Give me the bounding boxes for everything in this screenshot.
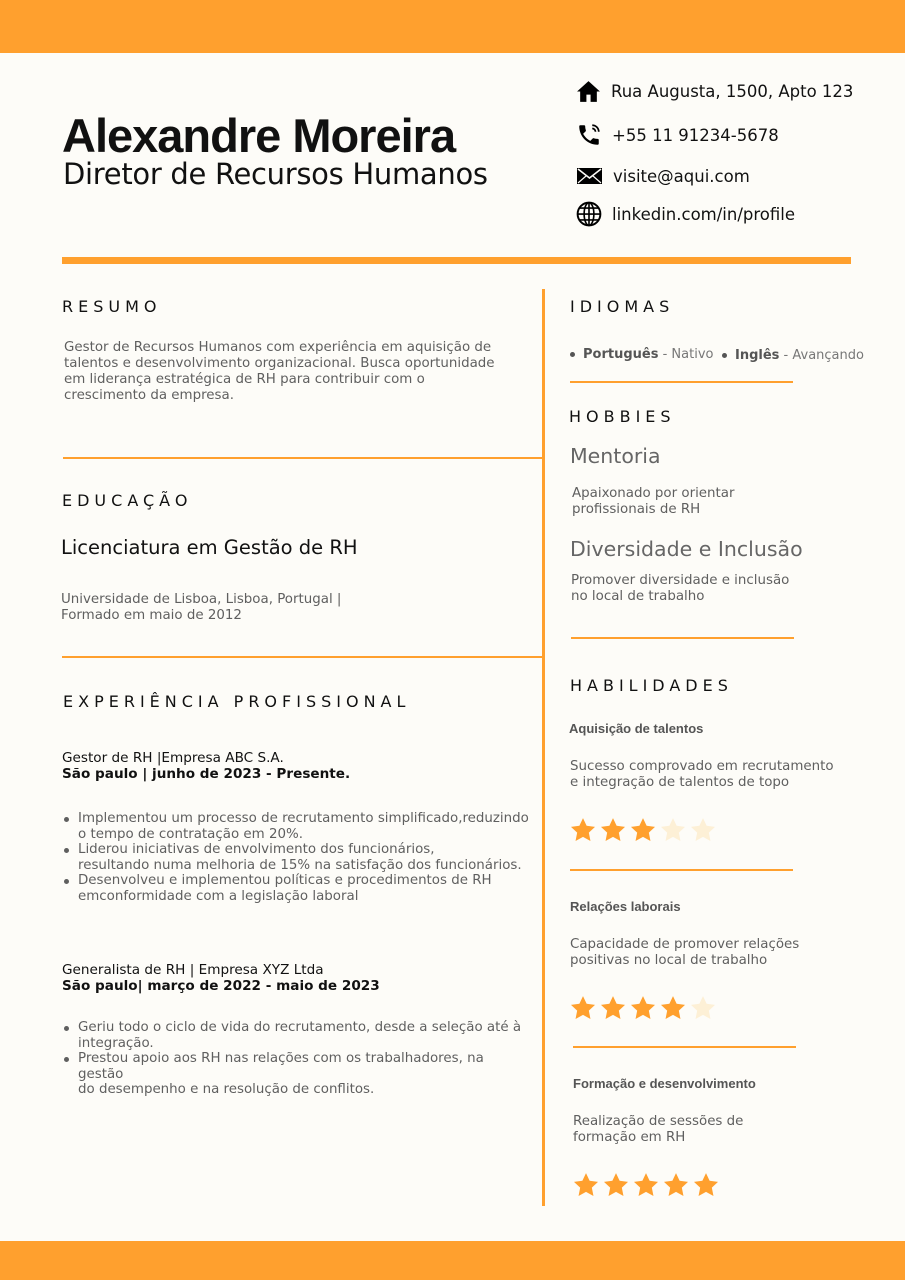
skill-3-title: Formação e desenvolvimento — [573, 1076, 756, 1091]
resumo-text: Gestor de Recursos Humanos com experiência em aquisição de talentos e desenvolvimento organizacional. Busca oportunidade em liderança estratégica de RH para contribuir com o crescimento da empresa. — [64, 340, 495, 403]
mail-icon — [576, 166, 603, 186]
skill-2-text: Capacidade de promover relações positivas no local de trabalho — [570, 937, 800, 968]
job-2-bullets — [62, 1020, 532, 1098]
job-2-period: São paulo| março de 2022 - maio de 2023 — [62, 978, 380, 994]
star-filled-icon — [569, 816, 597, 844]
globe-icon — [576, 201, 602, 227]
star-filled-icon — [629, 994, 657, 1022]
contact-linkedin: linkedin.com/in/profile — [576, 200, 795, 228]
skill-2-divider — [573, 1046, 796, 1048]
star-filled-icon — [662, 1171, 690, 1199]
star-filled-icon — [659, 994, 687, 1022]
star-filled-icon — [602, 1171, 630, 1199]
job-1-role: Gestor de RH |Empresa ABC S.A. — [62, 750, 284, 766]
educacao-title: EDUCAÇÃO — [62, 491, 193, 510]
contact-email: visite@aqui.com — [576, 162, 750, 190]
hobby-2-text: Promover diversidade e inclusão no local de trabalho — [571, 573, 790, 604]
star-empty-icon — [689, 994, 717, 1022]
star-empty-icon — [659, 816, 687, 844]
idiomas-divider — [570, 381, 793, 383]
star-filled-icon — [632, 1171, 660, 1199]
star-filled-icon — [569, 994, 597, 1022]
experiencia-title: EXPERIÊNCIA PROFISSIONAL — [63, 692, 411, 711]
star-filled-icon — [692, 1171, 720, 1199]
star-empty-icon — [689, 816, 717, 844]
resumo-divider — [63, 457, 543, 459]
hobbies-title: HOBBIES — [569, 407, 676, 426]
educacao-divider — [62, 656, 543, 658]
contact-address: Rua Augusta, 1500, Apto 123 — [576, 77, 853, 105]
skill-1-divider — [570, 869, 793, 871]
hobby-1-title: Mentoria — [570, 444, 661, 468]
star-filled-icon — [572, 1171, 600, 1199]
hobby-2-title: Diversidade e Inclusão — [570, 537, 803, 561]
job-2-role: Generalista de RH | Empresa XYZ Ltda — [62, 962, 324, 978]
list-item: Desenvolveu e implementou políticas e procedimentos de RH emconformidade com a legislação laboral — [62, 873, 532, 904]
star-filled-icon — [629, 816, 657, 844]
job-2-header — [62, 962, 380, 994]
hobbies-divider — [571, 637, 794, 639]
list-item: Liderou iniciativas de envolvimento dos funcionários, resultando numa melhoria de 15% na satisfação dos funcionários. — [62, 842, 532, 873]
contact-phone: +55 11 91234-5678 — [576, 121, 779, 149]
candidate-role: Diretor de Recursos Humanos — [63, 157, 488, 191]
degree-details: Universidade de Lisboa, Lisboa, Portugal | Formado em maio de 2012 — [61, 592, 342, 623]
phone-icon — [576, 122, 602, 148]
habilidades-title: HABILIDADES — [570, 676, 733, 695]
language-portugues: Português - Nativo — [570, 347, 713, 362]
list-item: Geriu todo o ciclo de vida do recrutamento, desde a seleção até à integração. — [62, 1020, 532, 1051]
language-ingles: Inglês - Avançando — [722, 348, 864, 363]
candidate-name: Alexandre Moreira — [62, 109, 456, 162]
job-1-header — [62, 750, 350, 782]
star-filled-icon — [599, 994, 627, 1022]
hobby-1-text: Apaixonado por orientar profissionais de RH — [572, 486, 735, 517]
skill-3-text: Realização de sessões de formação em RH — [573, 1114, 744, 1145]
list-item: Prestou apoio aos RH nas relações com os trabalhadores, na gestão do desempenho e na resolução de conflitos. — [62, 1051, 532, 1098]
idiomas-title: IDIOMAS — [570, 297, 675, 316]
skill-1-rating — [569, 816, 717, 844]
star-filled-icon — [599, 816, 627, 844]
skill-2-title: Relações laborais — [570, 899, 681, 914]
skill-1-text: Sucesso comprovado em recrutamento e integração de talentos de topo — [570, 759, 834, 790]
resumo-title: RESUMO — [62, 297, 162, 316]
column-divider — [542, 289, 545, 1206]
header-divider — [62, 257, 851, 264]
skill-1-title: Aquisição de talentos — [569, 721, 704, 736]
job-1-period: São paulo | junho de 2023 - Presente. — [62, 766, 351, 782]
skill-2-rating — [569, 994, 717, 1022]
job-1-bullets — [62, 811, 532, 904]
home-icon — [576, 79, 601, 104]
bottom-accent-band — [0, 1241, 905, 1280]
degree-title: Licenciatura em Gestão de RH — [61, 536, 358, 559]
skill-3-rating — [572, 1171, 720, 1199]
list-item: Implementou um processo de recrutamento simplificado,reduzindo o tempo de contratação em 20%. — [62, 811, 532, 842]
top-accent-band — [0, 0, 905, 53]
